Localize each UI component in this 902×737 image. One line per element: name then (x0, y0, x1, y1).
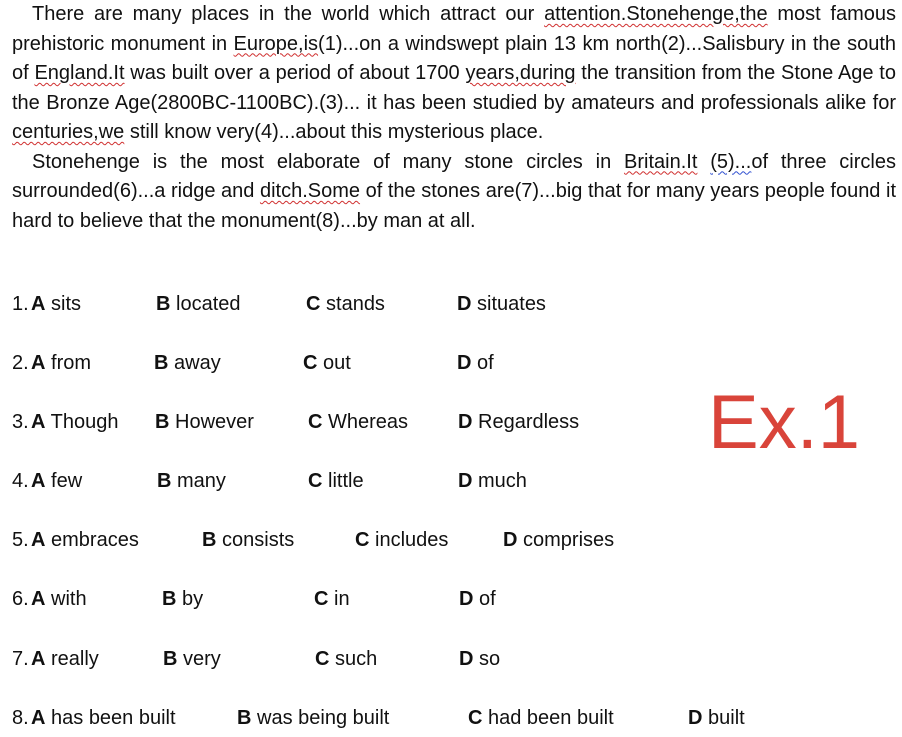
option-letter: D (688, 707, 703, 729)
option-letter: B (202, 529, 217, 551)
option-text: few (45, 470, 83, 492)
option-letter: B (157, 470, 172, 492)
option-letter: A (31, 470, 46, 492)
option-text: has been built (45, 707, 176, 729)
option-c[interactable] (306, 293, 385, 316)
option-letter: D (458, 411, 473, 433)
spellcheck-word: Europe,is (233, 32, 319, 55)
option-letter: C (306, 293, 321, 315)
p2-text: of three circles surrounded(6)...a ridge and (12, 150, 896, 202)
spellcheck-word: years,during (465, 62, 576, 84)
option-letter: C (315, 648, 330, 670)
option-letter: D (459, 648, 474, 670)
option-text: was being built (251, 707, 390, 729)
option-text: much (472, 470, 527, 492)
option-text: many (171, 470, 226, 492)
option-text: Though (45, 411, 119, 433)
option-text: away (168, 352, 221, 374)
option-c[interactable] (303, 352, 351, 375)
option-letter: D (458, 470, 473, 492)
option-letter: A (31, 529, 46, 551)
option-text: out (317, 352, 351, 374)
option-letter: B (154, 352, 169, 374)
option-c[interactable] (308, 470, 364, 493)
option-text: really (45, 648, 99, 670)
option-text: Regardless (472, 411, 580, 433)
option-d[interactable] (457, 352, 494, 375)
spellcheck-word: centuries,we (12, 121, 125, 143)
option-a[interactable] (31, 707, 176, 730)
option-letter: B (163, 648, 178, 670)
option-letter: D (503, 529, 518, 551)
exercise-label: Ex.1 (708, 380, 861, 465)
p1-text: still know very(4)...about this mysterious place. (124, 121, 544, 143)
option-text: consists (216, 529, 295, 551)
p1-text: There are many places in the world which attract our (32, 3, 545, 25)
p2-text (697, 151, 710, 173)
question-number: 3. (12, 411, 29, 433)
option-d[interactable] (459, 588, 496, 611)
option-d[interactable] (688, 707, 745, 730)
paragraph-1 (12, 0, 896, 148)
option-b[interactable] (156, 293, 241, 316)
question-number: 4. (12, 470, 29, 492)
option-c[interactable] (314, 588, 350, 611)
paragraph-2 (12, 148, 896, 237)
option-a[interactable] (31, 648, 99, 671)
p2-text: of the stones are(7)...big that for many years people found it hard to believe that the monument(8)...by man at all. (12, 180, 897, 232)
option-letter: A (31, 293, 46, 315)
option-a[interactable] (31, 470, 82, 493)
option-text: Whereas (322, 411, 409, 433)
option-d[interactable] (457, 293, 546, 316)
option-text: sits (45, 293, 82, 315)
option-text: in (328, 588, 350, 610)
option-text: little (322, 470, 364, 492)
option-letter: B (156, 293, 171, 315)
option-d[interactable] (458, 411, 579, 434)
option-text: comprises (517, 529, 615, 551)
option-letter: C (308, 470, 323, 492)
option-letter: C (303, 352, 318, 374)
option-letter: B (162, 588, 177, 610)
question-number: 7. (12, 648, 29, 670)
option-c[interactable] (355, 529, 448, 552)
p1-text: was built over a period of about 1700 (124, 62, 466, 84)
option-text: had been built (482, 707, 614, 729)
option-letter: A (31, 352, 46, 374)
option-text: embraces (45, 529, 139, 551)
option-a[interactable] (31, 411, 118, 434)
option-letter: B (237, 707, 252, 729)
question-number: 2. (12, 352, 29, 374)
spellcheck-word: ditch.Some (259, 180, 361, 202)
option-text: from (45, 352, 92, 374)
option-c[interactable] (315, 648, 377, 671)
option-letter: D (459, 588, 474, 610)
option-b[interactable] (237, 707, 389, 730)
spellcheck-word: Britain.It (624, 150, 698, 173)
p2-text: Stonehenge is the most elaborate of many stone circles in (32, 150, 625, 173)
option-b[interactable] (163, 648, 221, 671)
option-text: However (169, 411, 254, 433)
option-a[interactable] (31, 352, 91, 375)
option-letter: A (31, 648, 46, 670)
option-a[interactable] (31, 588, 87, 611)
option-text: located (170, 293, 241, 315)
option-text: so (473, 648, 501, 670)
spellcheck-word: attention.Stonehenge,the (544, 3, 768, 25)
p1-text: (1)...on a windswept plain 13 km north(2)...Salisbury in the south of (12, 32, 896, 84)
option-c[interactable] (468, 707, 614, 730)
option-a[interactable] (31, 529, 139, 552)
passage (12, 0, 896, 236)
option-b[interactable] (202, 529, 294, 552)
option-letter: C (314, 588, 329, 610)
question-number: 8. (12, 707, 29, 729)
option-text: of (471, 352, 494, 374)
option-a[interactable] (31, 293, 81, 316)
option-letter: D (457, 352, 472, 374)
option-d[interactable] (503, 529, 614, 552)
option-text: situates (471, 293, 546, 315)
option-letter: A (31, 411, 46, 433)
option-letter: D (457, 293, 472, 315)
option-letter: B (155, 411, 170, 433)
option-d[interactable] (459, 648, 500, 671)
option-b[interactable] (155, 411, 254, 434)
option-letter: C (355, 529, 370, 551)
grammar-check-word: (5)... (710, 150, 752, 173)
spellcheck-word: England.It (34, 62, 125, 84)
option-text: built (702, 707, 745, 729)
p1-text: the transition from the Stone Age to the Bronze Age(2800BC-1100BC).(3)... it has been studied by amateurs and professionals alike for (12, 62, 896, 114)
option-text: with (45, 588, 87, 610)
option-text: by (176, 588, 204, 610)
option-letter: A (31, 588, 46, 610)
option-b[interactable] (157, 470, 226, 493)
option-text: of (473, 588, 496, 610)
option-letter: C (468, 707, 483, 729)
option-text: includes (369, 529, 449, 551)
option-text: such (329, 648, 378, 670)
option-b[interactable] (162, 588, 203, 611)
option-letter: A (31, 707, 46, 729)
question-number: 1. (12, 293, 29, 315)
p1-text: most famous prehistoric monument in (12, 3, 896, 55)
option-text: stands (320, 293, 385, 315)
question-number: 6. (12, 588, 29, 610)
option-b[interactable] (154, 352, 221, 375)
question-number: 5. (12, 529, 29, 551)
option-text: very (177, 648, 221, 670)
option-d[interactable] (458, 470, 527, 493)
option-c[interactable] (308, 411, 408, 434)
option-letter: C (308, 411, 323, 433)
